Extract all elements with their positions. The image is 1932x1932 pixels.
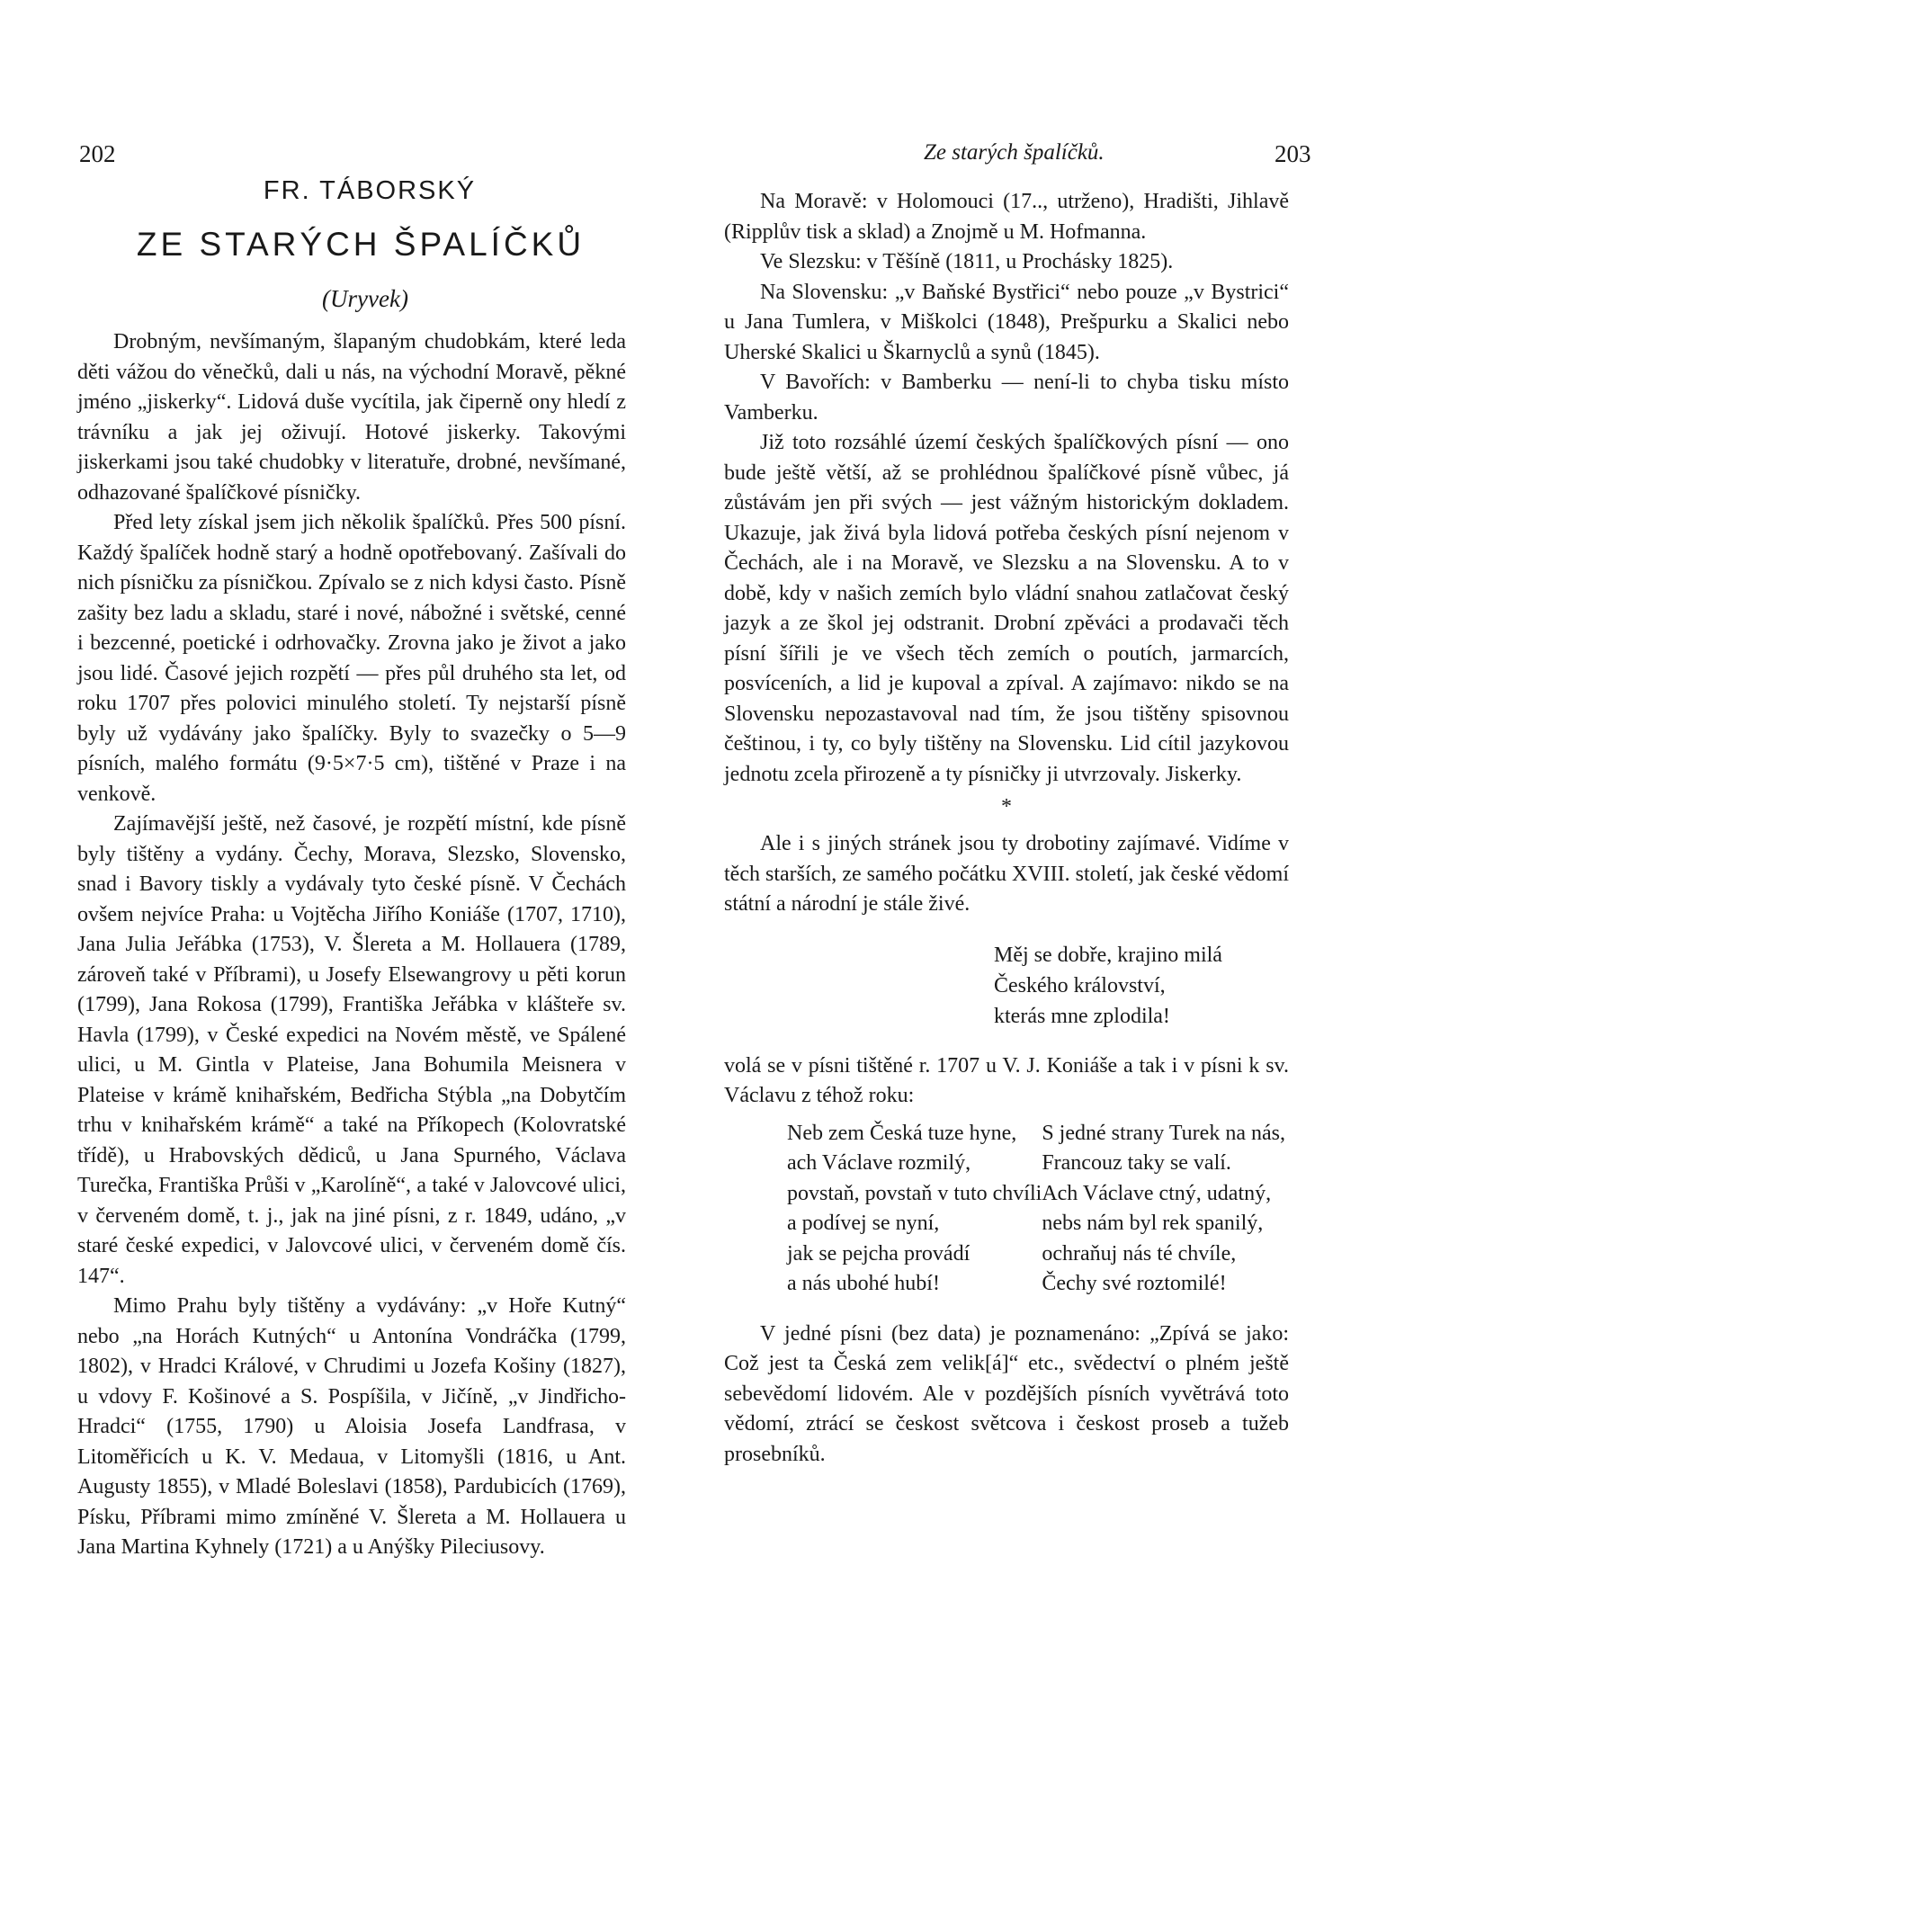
- poem-line: kterás mne zplodila!: [994, 1004, 1170, 1028]
- article-title: ZE STARÝCH ŠPALÍČKŮ: [136, 226, 586, 263]
- running-header: Ze starých špalíčků.: [924, 140, 1105, 165]
- left-page: [0, 0, 684, 1559]
- poem-line: ach Václave rozmilý,: [787, 1151, 971, 1175]
- paragraph: Mimo Prahu byly tištěny a vydávány: „v Hoře Kutný“ nebo „na Horách Kutných“ u Antonína Vondráčka (1799, 1802), v Hradci Králové, v Chrudimi u Jozefa Košiny (1827), u vdovy F. Košinové a S. Pospíšila, v Jičíně, „v Jindřicho-Hradci“ (1755, 1790) u Aloisia Josefa Landfrasa, v Litoměřicích u K. V. Medaua, v Litomyšli (1816, u Ant. Augusty 1855), v Mladé Boleslavi (1858), Pardubicích (1769), Písku, Příbrami mimo zmíněné V. Šlereta a M. Hollauera u Jana Martina Kyhnely (1721) a u Anýšky Pileciusovy.: [77, 1294, 626, 1559]
- poem-two-columns: [787, 1119, 1289, 1300]
- poem-quote: [994, 940, 1289, 1032]
- page-number-left: 202: [79, 140, 116, 167]
- poem-line: jak se pejcha provádí: [787, 1241, 970, 1266]
- paragraph: Na Slovensku: „v Baňské Bystřici“ nebo pouze „v Bystrici“ u Jana Tumlera, v Miškolci (1848), Prešpurku a Skalici nebo Uherské Skalici u Škarnyclů a synů (1845).: [724, 280, 1289, 364]
- poem-line: Čechy své roztomilé!: [1042, 1272, 1227, 1295]
- paragraph: volá se v písni tištěné r. 1707 u V. J. Koniáše a tak i v písni k sv. Václavu z téhož roku:: [724, 1053, 1289, 1107]
- paragraph: Ale i s jiných stránek jsou ty drobotiny zajímavé. Vidíme v těch starších, ze samého počátku XVIII. století, jak české vědomí státní a národní je stále živé.: [724, 832, 1289, 916]
- paragraph: Na Moravě: v Holomouci (17.., utrženo), Hradišti, Jihlavě (Ripplův tisk a sklad) a Znojmě u M. Hofmanna.: [724, 190, 1289, 244]
- poem-column-left: [787, 1119, 1042, 1300]
- poem-line: Neb zem Česká tuze hyne,: [787, 1121, 1017, 1145]
- page-number-right: 203: [1275, 140, 1311, 167]
- paragraph: Již toto rozsáhlé území českých špalíčkových písní — ono bude ještě větší, až se prohlédnou špalíčkové písně vůbec, já zůstávám jen při svých — jest vážným historickým dokladem. Ukazuje, jak živá byla lidová potřeba českých písní nejenom v Čechách, ale i na Moravě, ve Slezsku a na Slovensku. A to v době, kdy v našich zemích bylo vládní snahou zatlačovat český jazyk a ze škol jej odstranit. Drobní zpěváci a prodavači těch písní šířili je ve všech těch zemích o poutích, jarmarcích, posvíceních, a lid je kupoval a zpíval. A zajímavo: nikdo se na Slovensku nepozastavoval nad tím, že jsou tištěny spisovnou češtinou, i ty, co byly tištěny na Slovensku. Lid cítil jazykovou jednotu zcela přirozeně a ty písničky ji utvrzovaly. Jiskerky.: [724, 431, 1289, 786]
- poem-column-right: [1042, 1119, 1289, 1300]
- poem-line: nebs nám byl rek spanilý,: [1042, 1212, 1264, 1235]
- right-text-column: [724, 187, 1289, 1470]
- poem-line: Francouz taky se valí.: [1042, 1151, 1231, 1175]
- poem-line: povstaň, povstaň v tuto chvíli: [787, 1181, 1042, 1205]
- poem-line: Měj se dobře, krajino milá: [994, 943, 1222, 967]
- poem-line: ochraňuj nás té chvíle,: [1042, 1241, 1237, 1266]
- paragraph: Ve Slezsku: v Těšíně (1811, u Prochásky 1825).: [760, 250, 1174, 273]
- author-name: FR. TÁBORSKÝ: [263, 176, 477, 205]
- left-text-column: [77, 176, 626, 1563]
- article-subtitle: (Uryvek): [322, 285, 408, 312]
- poem-line: a nás ubohé hubí!: [787, 1272, 940, 1295]
- poem-line: S jedné strany Turek na nás,: [1042, 1121, 1285, 1145]
- section-separator: *: [1001, 795, 1012, 818]
- paragraph: V jedné písni (bez data) je poznamenáno: „Zpívá se jako: Což jest ta Česká zem velik[á]“ etc., svědectví o plném ještě sebevědomí lidovém. Ale v pozdějších písních vyvětrává toto vědomí, ztrácí se českost světcova i českost proseb a tužeb prosebníků.: [724, 1321, 1289, 1466]
- paragraph: Před lety získal jsem jich několik špalíčků. Přes 500 písní. Každý špalíček hodně starý a hodně opotřebovaný. Zašívali do nich písničku za písničkou. Zpívalo se z nich kdysi často. Písně zašity bez ladu a skladu, staré i nové, nábožné i světské, cenné i bezcenné, poetické i odrhovačky. Zrovna jako je život a jako jsou lidé. Časové jejich rozpětí — přes půl druhého sta let, od roku 1707 přes polovici minulého století. Ty nejstarší písně byly už vydávány jako špalíčky. Byly to svazečky o 5—9 písních, malého formátu (9·5×7·5 cm), tištěné v Praze i na venkově.: [77, 511, 626, 806]
- poem-line: Ach Václave ctný, udatný,: [1042, 1181, 1272, 1205]
- poem-line: a podívej se nyní,: [787, 1212, 940, 1235]
- paragraph: V Bavořích: v Bamberku — není-li to chyba tisku místo Vamberku.: [724, 371, 1289, 425]
- paragraph: Zajímavější ještě, než časové, je rozpětí místní, kde písně byly tištěny a vydány. Čechy, Morava, Slezsko, Slovensko, snad i Bavory tiskly a vydávaly tyto české písně. V Čechách ovšem nejvíce Praha: u Vojtěcha Jiřího Koniáše (1707, 1710), Jana Julia Jeřábka (1753), V. Šlereta a M. Hollauera (1789, zároveň také v Příbrami), u Josefy Elsewangrovy u pěti korun (1799), Jana Rokosa (1799), Františka Jeřábka v klášteře sv. Havla (1799), v České expedici na Novém městě, ve Spálené ulici, u M. Gintla v Plateise, Jana Bohumila Meisnera v Plateise v krámě knihařském, Bedřicha Stýbla „na Dobytčím trhu v knihařském krámě“ a také na Příkopech (Kolovratské třídě), u Hrabovských dědiců, u Jana Spurného, Václava Turečka, Františka Průši v „Karolíně“, a také v Jalovcové ulici, v červeném domě, t. j., jak na jiné písni, z r. 1849, udáno, „v staré české expedici, v Jalovcové ulici, v červeném domě čís. 147“.: [77, 812, 626, 1288]
- poem-line: Českého království,: [994, 973, 1166, 997]
- paragraph: Drobným, nevšímaným, šlapaným chudobkám, které leda děti vážou do věnečků, dali u nás, na východní Moravě, pěkné jméno „jiskerky“. Lidová duše vycítila, jak čiperně ony hledí z trávníku a jak jej oživují. Hotové jiskerky. Takovými jiskerkami jsou také chudobky v literatuře, drobné, nevšímané, odhazované špalíčkové písničky.: [77, 330, 626, 505]
- right-page: [702, 0, 1349, 1466]
